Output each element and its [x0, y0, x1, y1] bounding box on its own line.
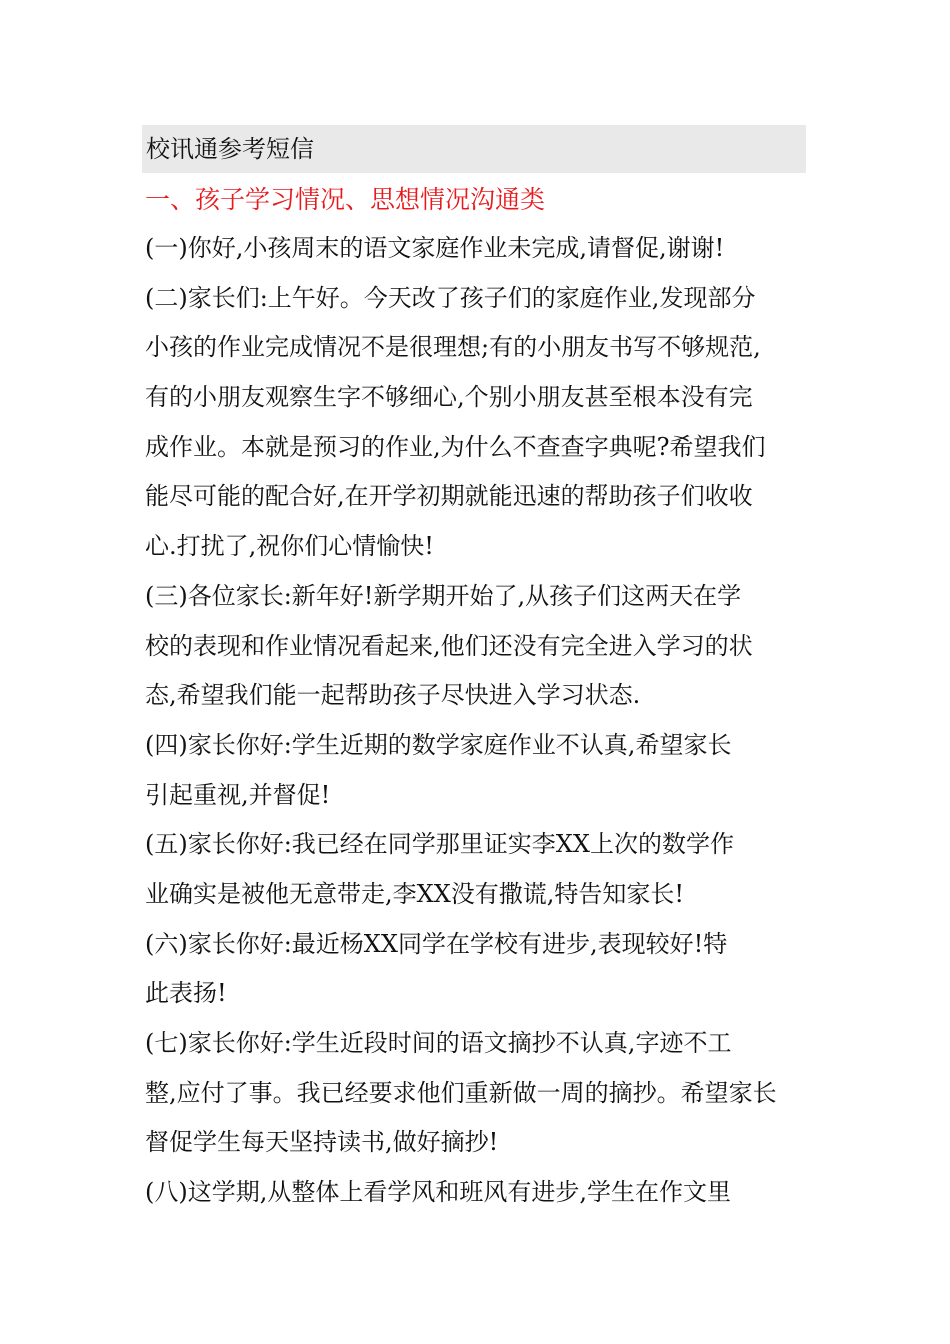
paragraph-line: 心.打扰了,祝你们心情愉快! [145, 532, 434, 561]
paragraph-line: (三)各位家长:新年好!新学期开始了,从孩子们这两天在学 [145, 581, 742, 610]
paragraph-line: 引起重视,并督促! [145, 780, 331, 809]
paragraph-line: 态,希望我们能一起帮助孩子尽快进入学习状态. [145, 681, 641, 710]
paragraph [145, 1019, 825, 1168]
document-body [145, 224, 825, 1218]
paragraph-line: 督促学生每天坚持读书,做好摘抄! [145, 1128, 499, 1157]
paragraph-line: (四)家长你好:学生近期的数学家庭作业不认真,希望家长 [145, 730, 732, 759]
paragraph-line: 有的小朋友观察生字不够细心,个别小朋友甚至根本没有完 [145, 383, 753, 412]
paragraph-line: 业确实是被他无意带走,李XX没有撒谎,特告知家长! [145, 879, 685, 908]
paragraph [145, 572, 825, 721]
paragraph [145, 224, 825, 274]
document-title: 校讯通参考短信 [142, 125, 806, 173]
paragraph-line: (一)你好,小孩周末的语文家庭作业未完成,请督促,谢谢! [145, 234, 725, 262]
paragraph [145, 820, 825, 919]
paragraph-line: (二)家长们:上午好。今天改了孩子们的家庭作业,发现部分 [145, 283, 756, 312]
paragraph-line: 此表扬! [145, 979, 227, 1008]
paragraph [145, 721, 825, 820]
paragraph-line: 成作业。本就是预习的作业,为什么不查查字典呢?希望我们 [145, 432, 766, 461]
paragraph-line: 校的表现和作业情况看起来,他们还没有完全进入学习的状 [145, 631, 753, 660]
paragraph-line: 小孩的作业完成情况不是很理想;有的小朋友书写不够规范, [145, 333, 761, 362]
paragraph-line: (八)这学期,从整体上看学风和班风有进步,学生在作文里 [145, 1178, 731, 1207]
paragraph-line: (七)家长你好:学生近段时间的语文摘抄不认真,字迹不工 [145, 1029, 732, 1057]
paragraph-line: 能尽可能的配合好,在开学初期就能迅速的帮助孩子们收收 [145, 482, 753, 511]
paragraph [145, 1168, 825, 1218]
section-heading: 一、孩子学习情况、思想情况沟通类 [145, 185, 546, 214]
paragraph [145, 920, 825, 1019]
paragraph [145, 274, 825, 572]
paragraph-line: (六)家长你好:最近杨XX同学在学校有进步,表现较好!特 [145, 929, 728, 958]
paragraph-line: 整,应付了事。我已经要求他们重新做一周的摘抄。希望家长 [145, 1078, 777, 1107]
paragraph-line: (五)家长你好:我已经在同学那里证实李XX上次的数学作 [145, 830, 734, 859]
